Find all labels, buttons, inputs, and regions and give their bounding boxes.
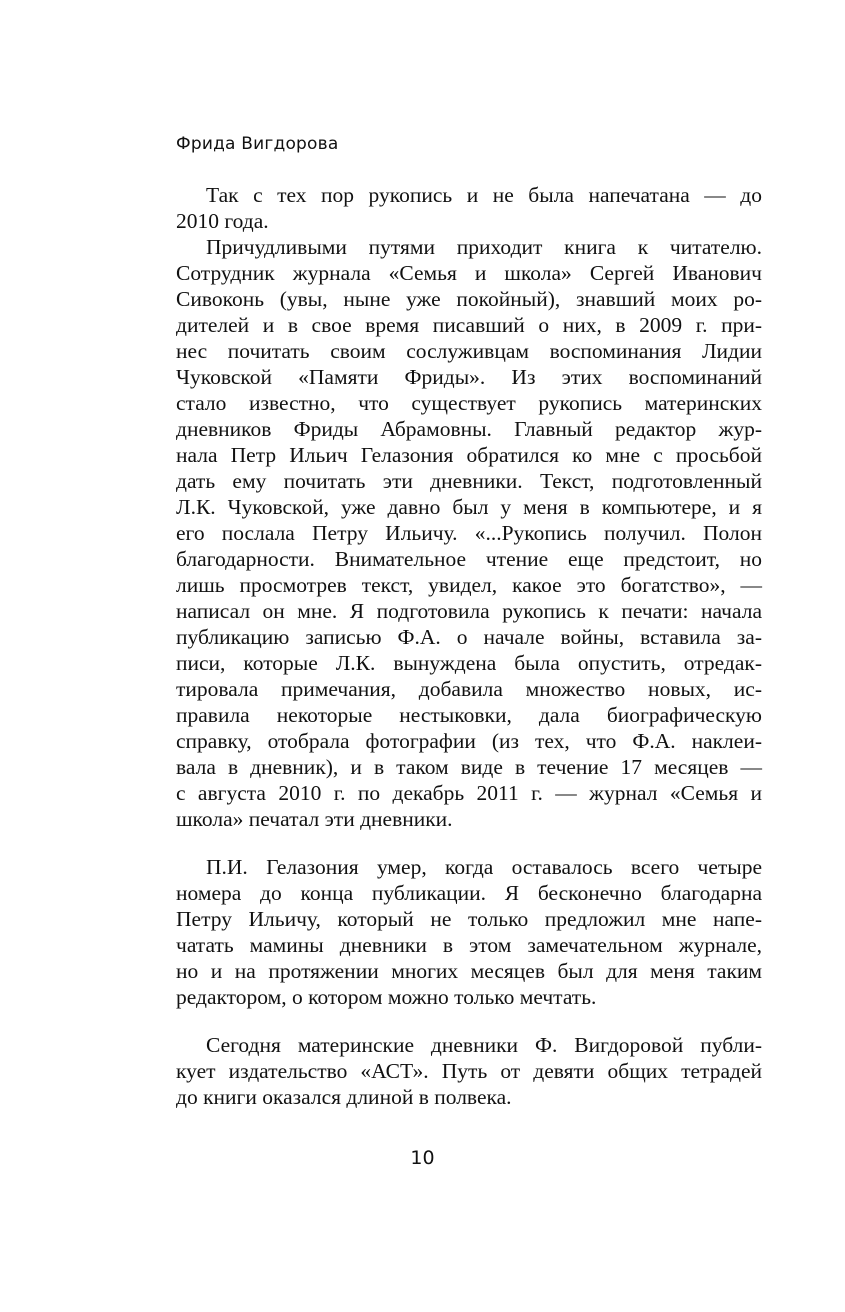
text-line: дителей и в свое время писавший о них, в 2009 г. при- (176, 313, 762, 337)
text-line: благодарности. Внимательное чтение еще предстоит, но (176, 547, 762, 571)
text-line: Так с тех пор рукопись и не была напечатана — до (206, 183, 762, 207)
text-line: Петру Ильичу, который не только предложил мне напе- (176, 907, 762, 931)
text-line: тировала примечания, добавила множество новых, ис- (176, 677, 762, 701)
text-line: П.И. Гелазония умер, когда оставалось всего четыре (206, 855, 762, 879)
text-line: дать ему почитать эти дневники. Текст, подготовленный (176, 469, 762, 493)
text-line: справку, отобрала фотографии (из тех, что Ф.А. наклеи- (176, 729, 762, 753)
paragraph-gap (176, 832, 762, 854)
text-line: Сегодня материнские дневники Ф. Вигдоровой публи- (206, 1033, 762, 1057)
text-line: стало известно, что существует рукопись материнских (176, 391, 762, 415)
text-line: написал он мне. Я подготовила рукопись к печати: начала (176, 599, 762, 623)
paragraph (176, 854, 762, 1010)
text-line: школа» печатал эти дневники. (176, 807, 453, 831)
text-line: кует издательство «АСТ». Путь от девяти общих тетрадей (176, 1059, 762, 1083)
text-line: лишь просмотрев текст, увидел, какое это богатство», — (176, 573, 762, 597)
text-line: Причудливыми путями приходит книга к читателю. (206, 235, 762, 259)
text-line: но и на протяжении многих месяцев был для меня таким (176, 959, 762, 983)
text-line: Сотрудник журнала «Семья и школа» Сергей Иванович (176, 261, 762, 285)
text-line: нала Петр Ильич Гелазония обратился ко мне с просьбой (176, 443, 762, 467)
paragraph (176, 234, 762, 832)
body-text (176, 182, 762, 1110)
text-line: до книги оказался длиной в полвека. (176, 1085, 512, 1109)
text-line: правила некоторые нестыковки, дала биографическую (176, 703, 762, 727)
text-line: публикацию записью Ф.А. о начале войны, вставила за- (176, 625, 762, 649)
page-number: 10 (410, 1147, 435, 1169)
running-header: Фрида Вигдорова (176, 134, 339, 154)
paragraph (176, 1032, 762, 1110)
paragraph (176, 182, 762, 234)
text-line: номера до конца публикации. Я бесконечно благодарна (176, 881, 762, 905)
text-line: дневников Фриды Абрамовны. Главный редактор жур- (176, 417, 762, 441)
text-line: писи, которые Л.К. вынуждена была опустить, отредак- (176, 651, 762, 675)
text-line: нес почитать своим сослуживцам воспоминания Лидии (176, 339, 762, 363)
text-line: Сивоконь (увы, ныне уже покойный), знавший моих ро- (176, 287, 762, 311)
text-line: его послала Петру Ильичу. «...Рукопись получил. Полон (176, 521, 762, 545)
text-line: редактором, о котором можно только мечтать. (176, 985, 597, 1009)
text-line: чатать мамины дневники в этом замечательном журнале, (176, 933, 762, 957)
text-line: вала в дневник), и в таком виде в течение 17 месяцев — (176, 755, 762, 779)
text-line: с августа 2010 г. по декабрь 2011 г. — журнал «Семья и (176, 781, 762, 805)
text-line: 2010 года. (176, 209, 269, 233)
paragraph-gap (176, 1010, 762, 1032)
text-line: Л.К. Чуковской, уже давно был у меня в компьютере, и я (176, 495, 762, 519)
text-line: Чуковской «Памяти Фриды». Из этих воспоминаний (176, 365, 762, 389)
